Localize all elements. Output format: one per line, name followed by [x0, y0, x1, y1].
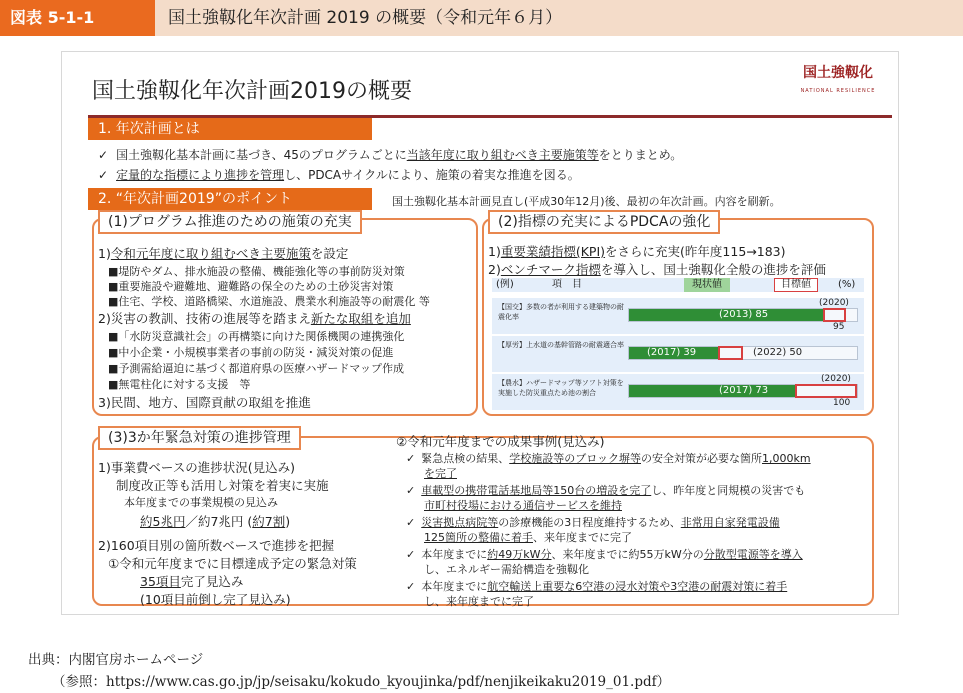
text: ) [285, 514, 291, 529]
underlined-text: 車載型の携帯電話基地局等150台の増設を完了 [421, 484, 652, 497]
kpi-3-current-bar [629, 385, 795, 397]
kpi-legend [492, 278, 864, 292]
box1-line-4: ■住宅、学校、道路橋梁、水道施設、農業水利施設等の耐震化 等 [108, 295, 430, 308]
underlined-text: 1,000km [762, 452, 811, 465]
text: 完了見込み [180, 574, 244, 589]
text: 本年度までに [421, 548, 488, 561]
program-measures-title: (1)プログラム推進のための施策の充実 [98, 210, 362, 234]
box1-line-1 [98, 244, 348, 262]
box1-line-2: ■堤防やダム、排水施設の整備、機能強化等の事前防災対策 [108, 265, 405, 278]
kpi-row-3 [492, 374, 864, 410]
text: 国土強靱化基本計画に基づき、45のプログラムごとに [116, 148, 407, 162]
text: し、PDCAサイクルにより、施策の着実な推進を図る。 [284, 168, 580, 182]
underlined-text: を完了 [424, 467, 457, 480]
logo-subtext: NATIONAL RESILIENCE [800, 88, 876, 94]
check-icon: ✓ [406, 548, 416, 561]
underlined-text: 約7割 [252, 514, 286, 529]
box1-line-3: ■重要施設や避難地、避難路の保全のための土砂災害対策 [108, 280, 394, 293]
box3-line-4 [140, 512, 290, 530]
underlined-text: 市町村役場における通信サービスを維持 [424, 499, 622, 512]
underlined-text: 令和元年度に取り組むべき主要施策 [110, 246, 311, 261]
text: 1) [488, 244, 501, 259]
section-1-header: 1. 年次計画とは [88, 118, 372, 140]
text: をさらに充実(昨年度115→183) [605, 244, 786, 259]
kpi-3-current-label: (2017) 73 [719, 385, 769, 396]
source-line-2: （参照：https://www.cas.go.jp/jp/seisaku/kokudo_kyoujinka/pdf/nenjikeikaku2019_01.pdf） [52, 674, 671, 690]
kpi-1-target-bar [823, 308, 846, 322]
slide-title: 国土強靱化年次計画2019の概要 [92, 79, 412, 104]
kpi-3-label: 【農水】ハザードマップ等ソフト対策を実施した防災重点ため池の割合 [498, 379, 624, 397]
result-5b: し、来年度までに完了 [424, 595, 534, 608]
box3-line-7 [140, 572, 243, 590]
text: の安全対策が必要な箇所 [641, 452, 762, 465]
section-2-header: 2. “年次計画2019”のポイント [88, 188, 372, 210]
figure-label: 図表 5-1-1 [0, 0, 155, 36]
check-icon: ✓ [406, 452, 416, 465]
figure-title: 国土強靱化年次計画 2019 の概要（令和元年６月） [168, 8, 563, 28]
underlined-text: 35項目 [140, 574, 181, 589]
result-4a [406, 546, 803, 562]
box3-line-8: (10項目前倒し完了見込み) [140, 592, 291, 607]
underlined-text: 分散型電源等を導入 [703, 548, 803, 561]
box3-line-6: ①令和元年度までに目標達成予定の緊急対策 [108, 556, 357, 571]
text: ／約7兆円 ( [185, 514, 253, 529]
legend-example: (例) [496, 279, 514, 290]
result-2a [406, 482, 805, 498]
underlined-text: 定量的な指標により進捗を管理 [116, 168, 285, 182]
underlined-text: 重要業績指標(KPI) [500, 244, 606, 259]
kpi-1-target-year: (2020) [819, 298, 849, 308]
underlined-text: 125箇所の整備に着手 [424, 531, 533, 544]
kpi-1-target-label: 95 [833, 322, 845, 332]
underlined-text: 当該年度に取り組むべき主要施策等 [406, 148, 599, 162]
kpi-1-track [628, 298, 858, 332]
text: を設定 [310, 246, 349, 261]
underlined-text: 約49万kW分 [487, 548, 552, 561]
underlined-text: ベンチマーク指標 [500, 262, 601, 277]
national-resilience-logo [790, 62, 886, 102]
text: の診療機能の3日程度維持するため、 [498, 516, 681, 529]
text: を導入し、国土強靱化全般の進捗を評価 [600, 262, 826, 277]
legend-unit: (%) [838, 279, 856, 290]
kpi-2-target-label: (2022) 50 [753, 347, 803, 358]
text: 本年度までに [421, 580, 488, 593]
box2-line-1 [488, 242, 785, 260]
kpi-chart [482, 276, 874, 412]
kpi-2-current-label: (2017) 39 [647, 347, 697, 358]
result-5a [406, 578, 787, 594]
section-2-note: 国土強靱化基本計画見直し(平成30年12月)後、最初の年次計画。内容を刷新。 [392, 195, 781, 208]
kpi-2-track [628, 346, 858, 360]
check-icon: ✓ [406, 580, 416, 593]
kpi-row-2 [492, 336, 864, 372]
underlined-text: 学校施設等のブロック塀等 [509, 452, 641, 465]
check-icon: ✓ [98, 148, 109, 162]
result-3b [424, 529, 632, 545]
box3-line-2: 制度改正等も活用し対策を着実に実施 [116, 478, 329, 493]
kpi-3-target-year: (2020) [821, 374, 851, 384]
result-4b: し、エネルギー需給構造を強靱化 [424, 563, 589, 576]
kpi-3-track [628, 374, 858, 408]
box3-line-5: 2)160項目別の箇所数ベースで進捗を把握 [98, 538, 335, 553]
kpi-2-label: 【厚労】上水道の基幹管路の耐震適合率 [498, 341, 624, 349]
kpi-row-1 [492, 298, 864, 334]
check-icon: ✓ [406, 484, 416, 497]
logo-text: 国土強靱化 [803, 65, 873, 81]
figure-header-bar [0, 0, 963, 36]
kpi-pdca-title: (2)指標の充実によるPDCAの強化 [488, 210, 720, 234]
box1-line-5 [98, 309, 411, 327]
box1-line-7: ■中小企業・小規模事業者の事前の防災・減災対策の促進 [108, 346, 394, 359]
legend-item: 項 目 [552, 279, 582, 290]
text: 、来年度までに約55万kW分の [551, 548, 704, 561]
underlined-text: 約5兆円 [140, 514, 186, 529]
text: 2) [488, 262, 501, 277]
result-1b [424, 465, 457, 481]
section-1-bullet-1 [98, 146, 682, 163]
result-2b [424, 497, 622, 513]
text: 2)災害の教訓、技術の進展等を踏まえ [98, 311, 311, 326]
kpi-3-target-bar [795, 384, 857, 398]
text: をとりまとめ。 [598, 148, 683, 162]
box1-line-10: 3)民間、地方、国際貢献の取組を推進 [98, 395, 311, 410]
source-line-1: 出典：内閣官房ホームページ [28, 652, 204, 668]
box1-line-9: ■無電柱化に対する支援 等 [108, 378, 251, 391]
legend-target: 目標値 [774, 278, 818, 292]
text: 1) [98, 246, 111, 261]
text: 、来年度までに完了 [533, 531, 632, 544]
underlined-text: 新たな取組を追加 [310, 311, 411, 326]
check-icon: ✓ [98, 168, 109, 182]
results-title: ②令和元年度までの成果事例(見込み) [396, 434, 605, 449]
text: し、昨年度と同規模の災害でも [651, 484, 806, 497]
result-3a [406, 514, 780, 530]
box3-line-1: 1)事業費ベースの進捗状況(見込み) [98, 460, 295, 475]
kpi-3-target-label: 100 [833, 398, 851, 408]
box1-line-6: ■「水防災意識社会」の再構築に向けた関係機関の連携強化 [108, 330, 405, 343]
kpi-1-current-label: (2013) 85 [719, 309, 769, 320]
kpi-1-label: 【国交】多数の者が利用する建築物の耐震化率 [498, 303, 624, 321]
underlined-text: 災害拠点病院等 [421, 516, 499, 529]
legend-current: 現状値 [684, 278, 730, 292]
kpi-2-target-bar [718, 346, 743, 360]
section-1-bullet-2 [98, 166, 580, 183]
check-icon: ✓ [406, 516, 416, 529]
underlined-text: 航空輸送上重要な6空港の浸水対策や3空港の耐震対策に着手 [487, 580, 788, 593]
result-1a [406, 450, 811, 466]
text: 緊急点検の結果、 [421, 452, 510, 465]
box3-line-3: 本年度までの事業規模の見込み [124, 496, 278, 509]
emergency-measures-title: (3)3か年緊急対策の進捗管理 [98, 426, 301, 450]
underlined-text: 非常用自家発電設備 [680, 516, 780, 529]
box1-line-8: ■予測需給逼迫に基づく都道府県の医療ハザードマップ作成 [108, 362, 404, 375]
slide [62, 52, 898, 614]
